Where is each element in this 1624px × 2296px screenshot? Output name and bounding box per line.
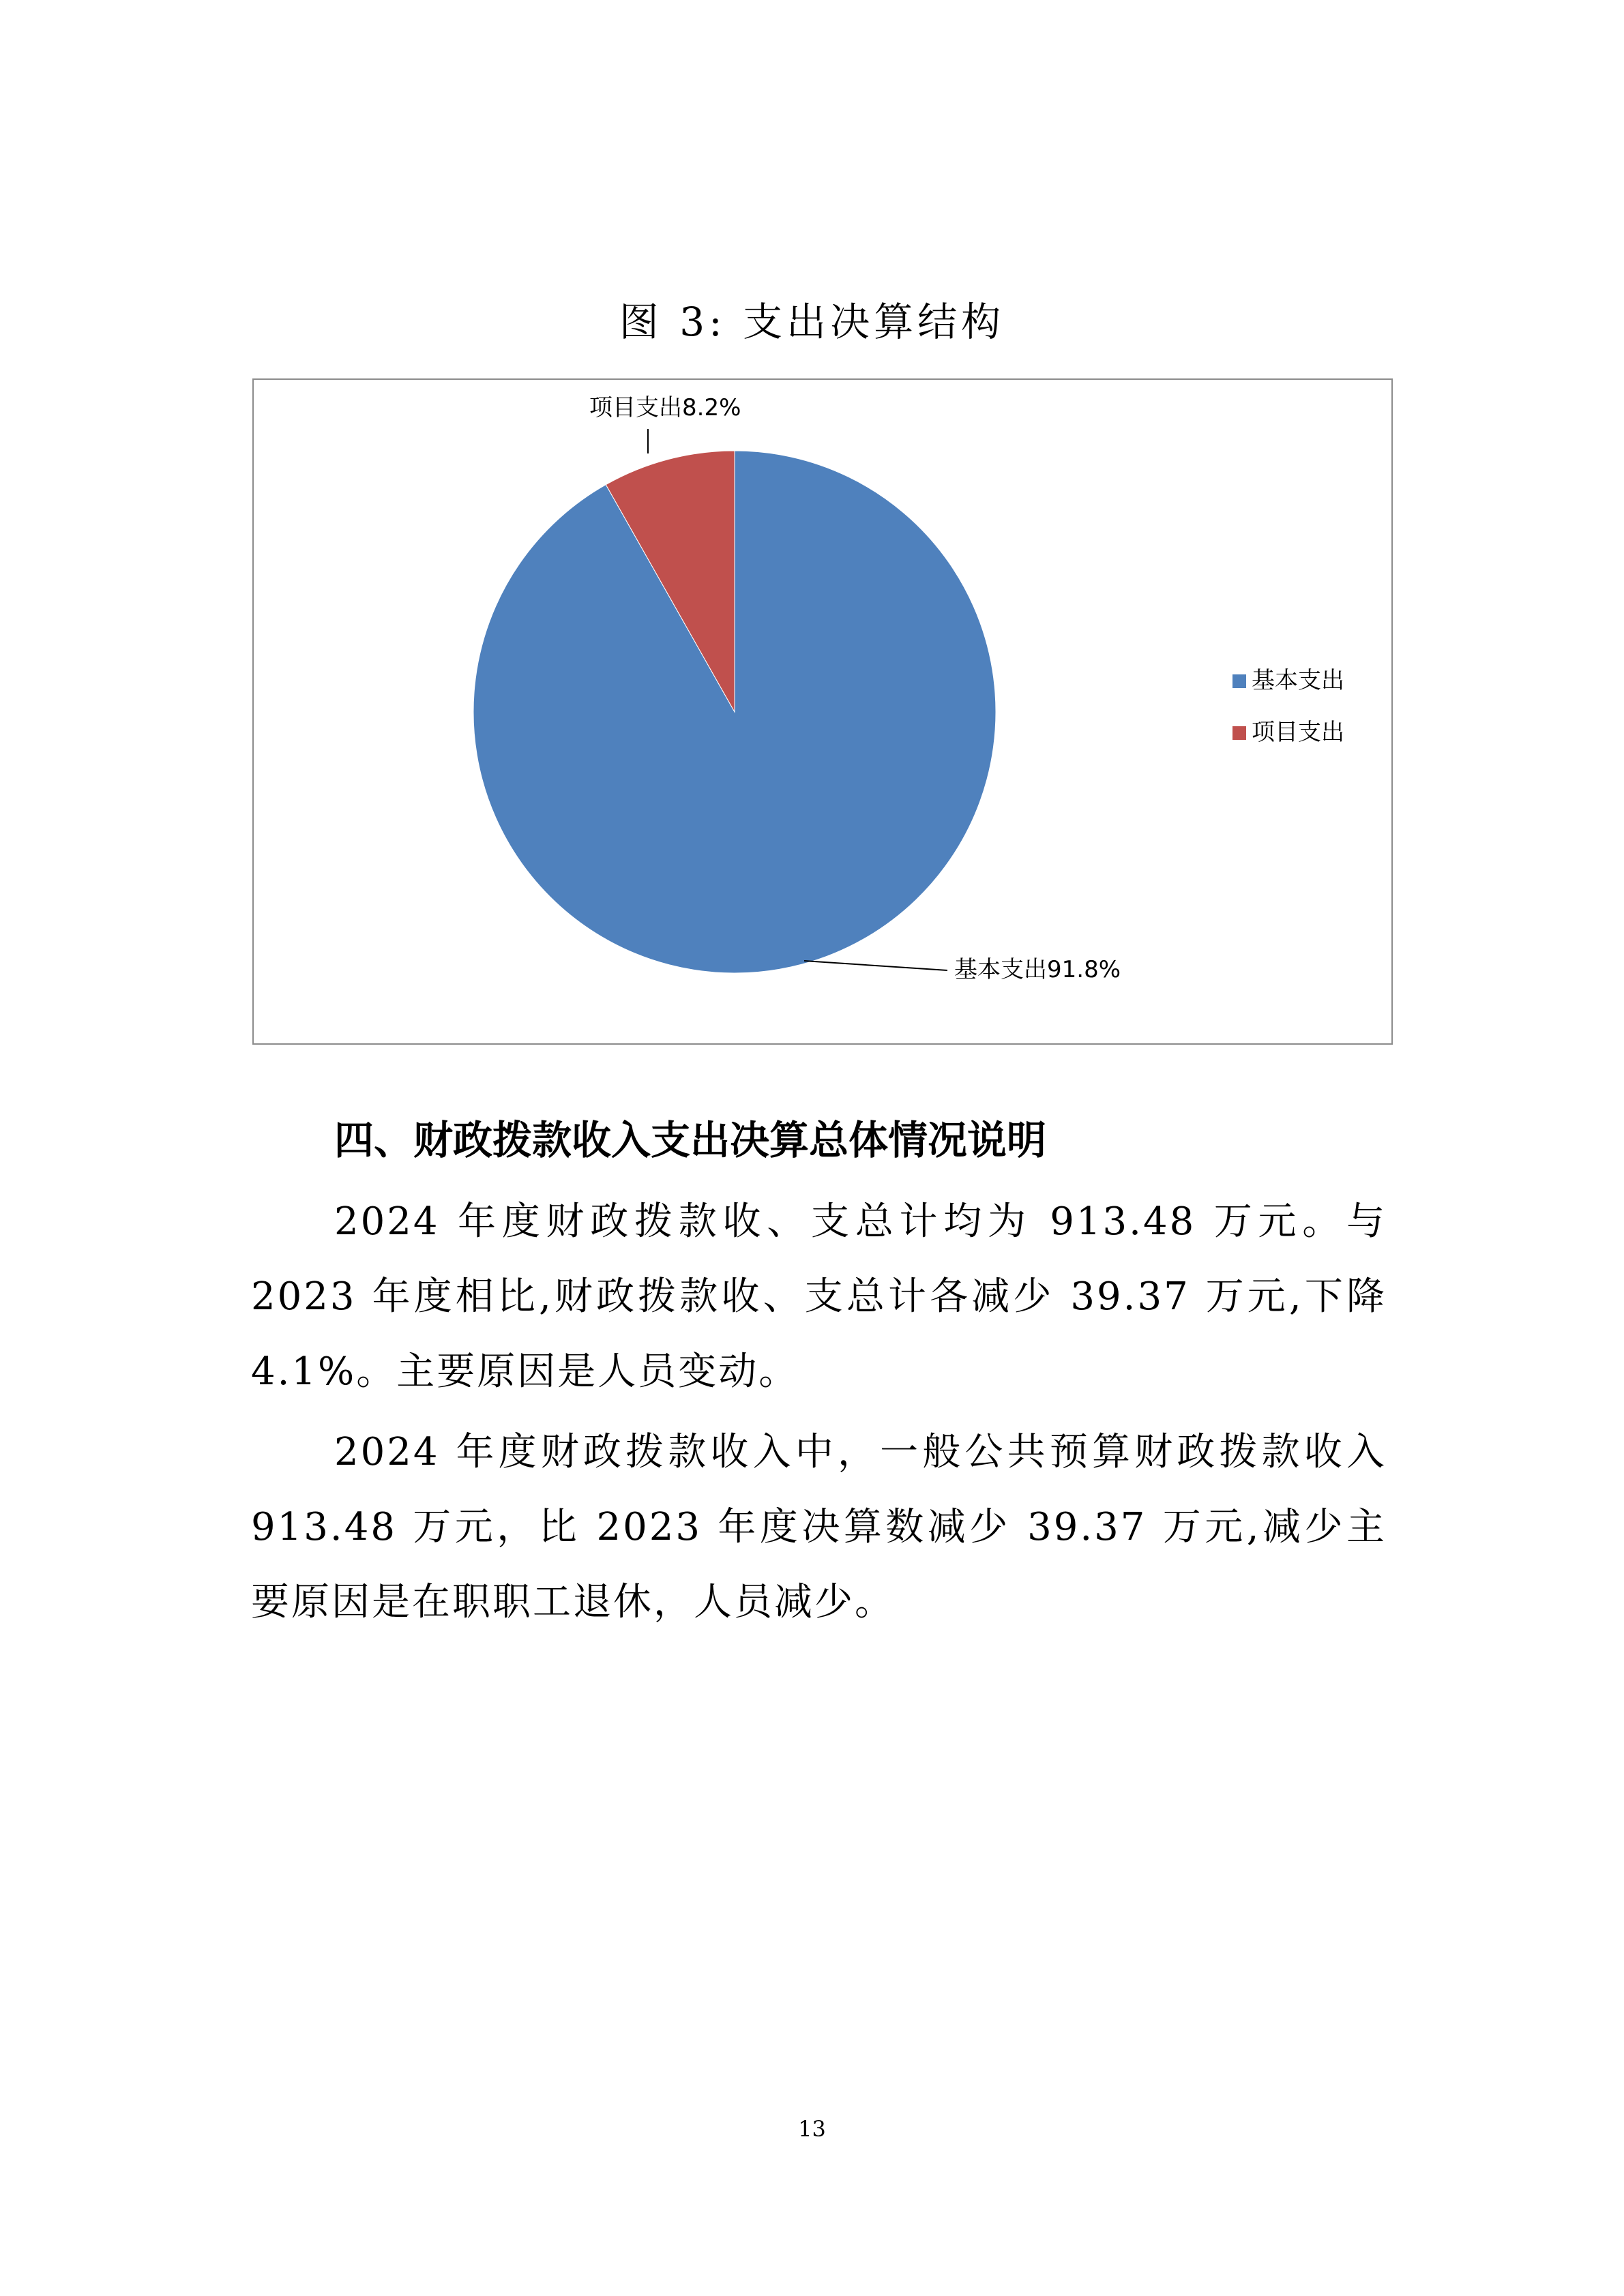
pie-chart	[252, 378, 1393, 1045]
data-label-project: 项目支出8.2%	[589, 394, 741, 421]
legend-swatch-basic	[1232, 674, 1246, 688]
pie-chart-svg	[254, 380, 1394, 1046]
legend-label-project: 项目支出	[1252, 719, 1344, 746]
data-label-basic: 基本支出91.8%	[954, 956, 1121, 983]
page-number: 13	[798, 2116, 826, 2142]
leader-line-basic	[804, 961, 947, 970]
section-heading: 四、财政拨款收入支出决算总体情况说明	[334, 1117, 1047, 1163]
figure-title: 图 3: 支出决算结构	[619, 299, 1005, 345]
legend-swatch-project	[1232, 726, 1246, 740]
legend-label-basic: 基本支出	[1252, 667, 1344, 694]
chart-legend	[1232, 667, 1344, 746]
paragraph-2: 2024 年度财政拨款收入中，一般公共预算财政拨款收入 913.48 万元，比 2023 年度决算数减少 39.37 万元,减少主要原因是在职职工退休，人员减少。	[251, 1430, 1387, 1624]
paragraph-1: 2024 年度财政拨款收、支总计均为 913.48 万元。与 2023 年度相比,财政拨款收、支总计各减少 39.37 万元,下降 4.1%。主要原因是人员变动。	[251, 1199, 1387, 1394]
